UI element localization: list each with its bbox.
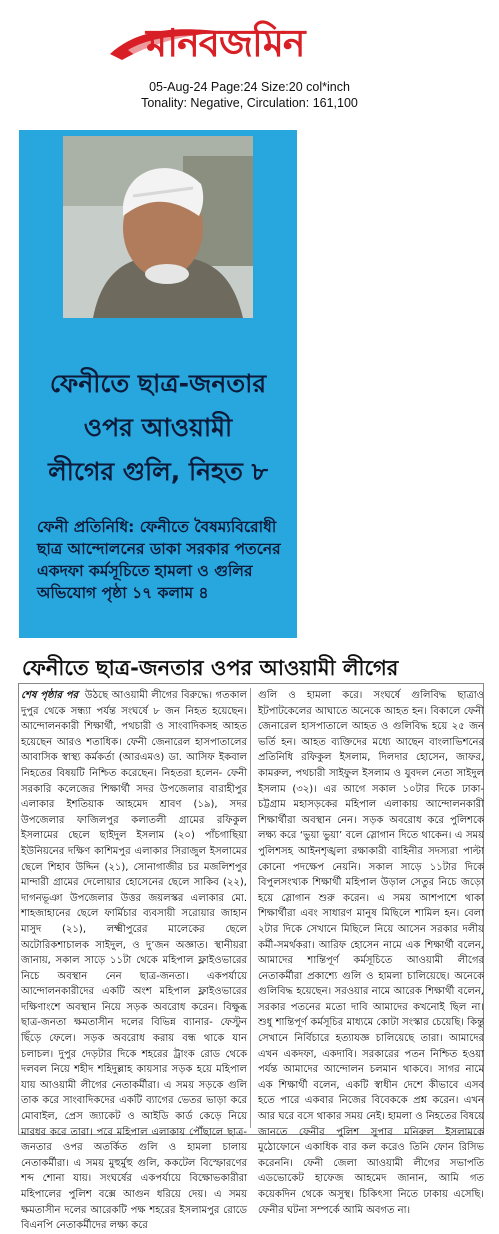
headline-line: ওপর আওয়ামী	[83, 413, 233, 442]
teaser-headline	[27, 362, 289, 494]
column-1-text: উঠছে আওয়ামী লীগের বিরুদ্ধে। গতকাল দুপুর থেকে সন্ধ্যা পর্যন্ত সংঘর্ষে ৮ জন নিহত হয়েছেন। আন্দোলনকারী শিক্ষার্থী, পথচারী ও সাংবাদিকসহ আহত হয়েছেন আরও শতাধিক। ফেনী জেনারেল হাসপাতালের আবাসিক স্বাস্থ্য কর্মকর্তা (আরএমও) ডা. আসিফ ইকবাল নিহতের বিষয়টি নিশ্চিত করেছেন। নিহতরা হলেন- ফেনী সরকারি কলেজের শিক্ষার্থী সদর উপজেলার বারাহীপুর এলাকার ইশতিয়াক আহমেদ শ্রাবণ (১৯), সদর উপজেলার ফাজিলপুর কলাতলী গ্রামের রফিকুল ইসলামের ছেলে ছাইদুল ইসলাম (২০) পাঁচগাছিয়া ইউনিয়নের দক্ষিণ কাশিমপুর এলাকার সিরাজুল ইসলামের ছেলে শিহাব উদ্দিন (২১), সোনাগাজীর চর মজলিশপুর মান্দারী গ্রামের দেলোয়ার হোসেনের ছেলে সাকিব (২২), দাগনভূঞা উপজেলার উত্তর জয়লস্কর এলাকার মো. শাহজাহানের ছেলে ফার্মিচার ব্যবসায়ী সরোয়ার জাহান মাসুদ (২১), লক্ষ্মীপুরের মালেকের ছেলে অটোরিকশাচালক সাইদুল, ও দু’জন অজ্ঞাত। স্থানীয়রা জানায়, সকাল সাড়ে ১১টা থেকে মহিপাল ফ্লাইওভারের নিচে অবস্থান নেন ছাত্র-জনতা। একপর্যায়ে আন্দোলনকারীদের একটি অংশ মহিপাল ফ্লাইওভারের দক্ষিণাংশে অবস্থান নিয়ে সড়ক অবরোধ করেন। বিক্ষুব্ধ ছাত্র-জনতা ক্ষমতাসীন দলের বিভিন্ন ব্যানার- ফেস্টুন ছিঁড়ে ফেলে। সড়ক অবরোধ করায় বন্ধ থাকে যান চলাচল। দুপুর দেড়টার দিকে শহরের ট্রাংক রোড থেকে দলবল নিয়ে শহীদ শহিদুল্লাহ কায়সার সড়ক হয়ে মহিপাল যায় আওয়ামী লীগের নেতাকর্মীরা। এ সময় সড়কে গুলি তাক করে সাংবাদিকদের একটি ব্যাগের ভেতর ভাড়া করে মোবাইল, প্রেস জ্যাকেট ও আইডি কার্ড কেড়ে নিয়ে মারধর করে তারা। পরে মহিপাল এলাকায় পৌঁছালে ছাত্র-জনতার ওপর অতর্কিত গুলি ও হামলা চালায় নেতাকর্মীরা। এ সময় মুহুর্মুহু গুলি, ককটেল বিস্ফোরণের শব্দ শোনা যায়। সংঘর্ষের একপর্যায়ে বিক্ষোভকারীরা মহিপালের পুলিশ বক্সে আগুন ধরিয়ে দেয়। এ সময় ক্ষমতাসীন দলের আরেকটি পক্ষ শহরের ইসলামপুর রোডে বিএনপি নেতাকর্মীদের লক্ষ্য করে	[21, 690, 247, 1232]
headline-line: ফেনীতে ছাত্র-জনতার	[49, 369, 267, 398]
newspaper-logo	[108, 14, 398, 70]
masthead	[0, 0, 499, 132]
clipping-meta-tonality: Tonality: Negative, Circulation: 161,100	[141, 96, 358, 110]
column-2-text: গুলি ও হামলা করে। সংঘর্ষে গুলিবিদ্ধ ছাত্রাও ইটপাটকেলের আঘাতে অনেকে আহত হন। বিকালে ফেনী জেনারেল হাসপাতালে আহত ও গুলিবিদ্ধ হয়ে ২৫ জন ভর্তি হন। আহত ব্যক্তিদের মধ্যে আছেন বাংলাভিশনের প্রতিনিধি রফিকুল ইসলাম, দিলদার হোসেন, জাফর, কামরুল, পথচারী সাইফুল ইসলাম ও যুবদল নেতা সাইদুল ইসলাম (৩২)। এর আগে সকাল ১০টার দিকে ঢাকা-চট্টগ্রাম মহাসড়কের মহিপাল এলাকায় আন্দোলনকারী শিক্ষার্থীরা অবস্থান নেন। সড়ক অবরোধ করে পুলিশকে লক্ষ্য করে ‘ভুয়া ভুয়া’ বলে স্লোগান দিতে থাকেন। এ সময় পুলিশসহ আইনশৃঙ্খলা রক্ষাকারী বাহিনীর সদস্যরা পাল্টা কোনো পদক্ষেপ নেয়নি। সকাল সাড়ে ১১টার দিকে বিপুলসংখ্যক শিক্ষার্থী মহিপাল উড়াল সেতুর নিচে জড়ো হয়ে স্লোগান শুরু করেন। এ সময় আশপাশে থাকা শিক্ষার্থীরা এবং সাধারণ মানুষ মিছিলে শামিল হন। বেলা ২টার দিকে সেখানে মিছিলে নিয়ে আসেন সরকার দলীয় কর্মী-সমর্থকরা। আরিফ হোসেন নামে এক শিক্ষার্থী বলেন, আমাদের শান্তিপূর্ণ কর্মসূচিতে আওয়ামী লীগের নেতাকর্মীরা প্রকাশ্যে গুলি ও হামলা চালিয়েছে। অনেকে গুলিবিদ্ধ হয়েছেন। সরওয়ার নামে আরেক শিক্ষার্থী বলেন, সরকার পতনের মতো দাবি আমাদের কখনোই ছিল না। শুধু শান্তিপূর্ণ কর্মসূচির মাধ্যমে কোটা সংস্কার চেয়েছি। কিন্তু সেখানে নির্বিচারে হত্যাযজ্ঞ চালিয়েছে তারা। আমাদের এখন একদফা, একদাবি। সরকারের পতন নিশ্চিত হওয়া পর্যন্ত আমাদের আন্দোলন চলমান থাকবে। সাগর নামে এক শিক্ষার্থী বলেন, একটি স্বাধীন দেশে কীভাবে এসব হতে পারে একবার নিজের বিবেককে প্রশ্ন করেন। এখন আর ঘরে বসে থাকার সময় নেই। হামলা ও নিহতের বিষয়ে জানতে ফেনীর পুলিশ সুপার মনিরুল ইসলামকে মুঠোফোনে একাধিক বার কল করেও তিনি ফোন রিসিভ করেননি। ফেনী জেলা আওয়ামী লীগের সভাপতি এডভোকেট হাফেজ আহমেদ জানান, আমি গত কয়েকদিন থেকে অসুস্থ। চিকিৎসা নিতে ঢাকায় এসেছি। ফেনীর ঘটনা সম্পর্কে আমি অবগত না।	[258, 690, 484, 1216]
column-divider	[250, 688, 251, 1128]
teaser-summary: ফেনী প্রতিনিধি: ফেনীতে বৈষম্যবিরোধী ছাত্র আন্দোলনের ডাকা সরকার পতনের একদফা কর্মসূচিতে হামলা ও গুলির অভিযোগ পৃষ্ঠা ১৭ কলাম ৪	[37, 518, 281, 602]
clipping-meta-date: 05-Aug-24 Page:24 Size:20 col*inch	[149, 80, 350, 94]
article-title: ফেনীতে ছাত্র-জনতার ওপর আওয়ামী লীগের	[22, 656, 399, 680]
front-page-teaser	[19, 130, 297, 638]
photo-illustration	[63, 136, 253, 318]
injured-man-photo	[63, 136, 253, 318]
article-column-2	[258, 688, 484, 1216]
headline-line: লীগের গুলি, নিহত ৮	[48, 457, 268, 486]
continuation-label: শেষ পৃষ্ঠার পর	[21, 690, 78, 701]
logo-text: মানবজমিন	[146, 21, 305, 65]
article-column-1	[21, 688, 247, 1232]
